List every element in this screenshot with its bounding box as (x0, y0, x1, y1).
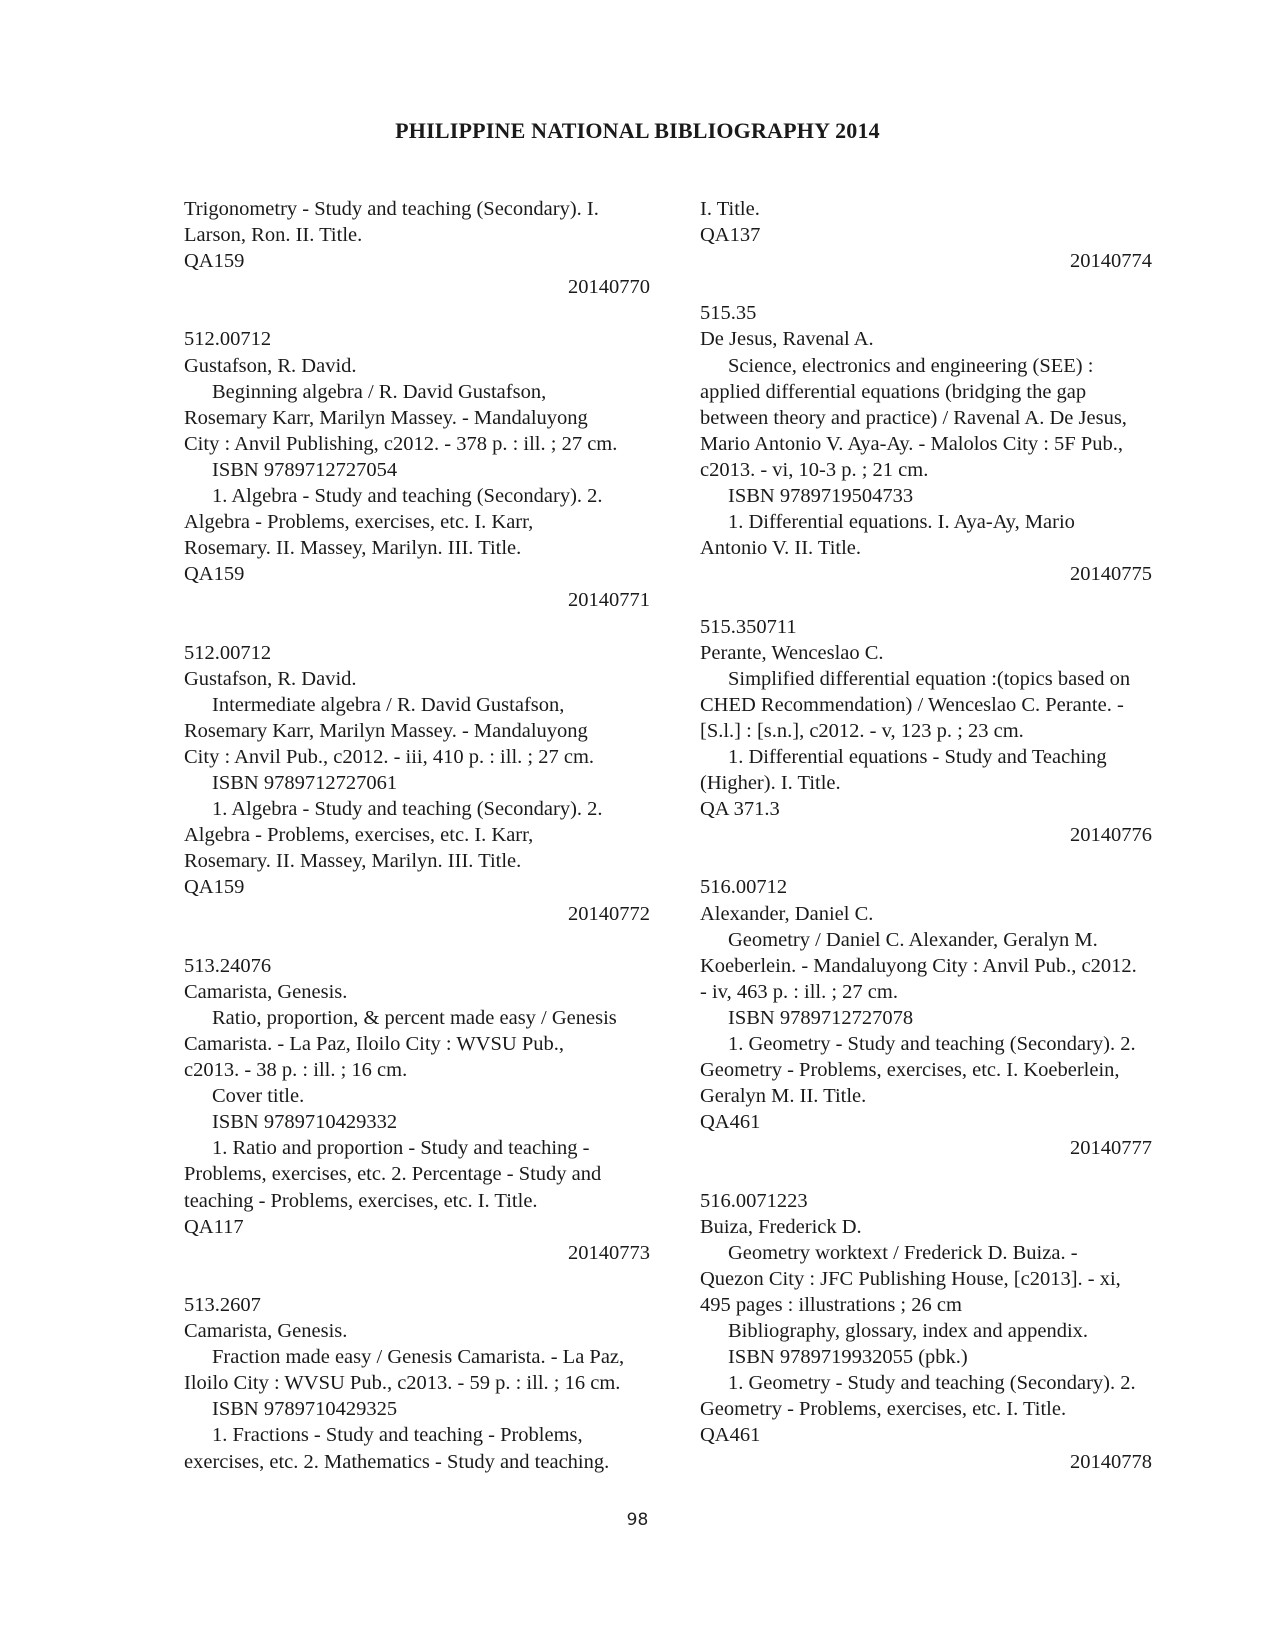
entry-line: Rosemary Karr, Marilyn Massey. - Mandaluyong (184, 719, 588, 742)
entry-line: Antonio V. II. Title. (700, 537, 862, 560)
entry-line-indented: 1. Differential equations. I. Aya-Ay, Mario (728, 511, 1075, 534)
entry-line: 516.0071223 (700, 1189, 808, 1212)
entry-line: QA461 (700, 1111, 761, 1134)
accession-number: 20140773 (568, 1241, 650, 1264)
entry-line: 513.24076 (184, 954, 272, 977)
left-column (184, 196, 652, 1475)
spacer (184, 300, 652, 326)
entry-line: Geralyn M. II. Title. (700, 1085, 867, 1108)
entry-line: Problems, exercises, etc. 2. Percentage - Study and (184, 1163, 602, 1186)
entry-line-indented: 1. Ratio and proportion - Study and teaching - (212, 1137, 590, 1160)
spacer (184, 614, 652, 640)
entry-line-indented: ISBN 9789719932055 (pbk.) (728, 1346, 968, 1369)
accession-number: 20140770 (568, 276, 650, 299)
entry-line: City : Anvil Pub., c2012. - iii, 410 p. : ill. ; 27 cm. (184, 745, 595, 768)
entry-line-indented: 1. Geometry - Study and teaching (Secondary). 2. (728, 1372, 1136, 1395)
entry-line-indented: ISBN 9789719504733 (728, 485, 914, 508)
accession-number: 20140774 (1070, 250, 1152, 273)
entry-line: City : Anvil Publishing, c2012. - 378 p. : ill. ; 27 cm. (184, 432, 618, 455)
entry-line: 495 pages : illustrations ; 26 cm (700, 1293, 962, 1316)
entry-line-indented: 1. Differential equations - Study and Teaching (728, 745, 1107, 768)
entry-line: Quezon City : JFC Publishing House, [c2013]. - xi, (700, 1267, 1121, 1290)
entry-line: QA159 (184, 250, 245, 273)
entry-line-indented: Ratio, proportion, & percent made easy / Genesis (212, 1006, 617, 1029)
entry-line-indented: 1. Algebra - Study and teaching (Secondary). 2. (212, 798, 603, 821)
spacer (700, 848, 1170, 874)
entry-line: Buiza, Frederick D. (700, 1215, 862, 1238)
entry-line: CHED Recommendation) / Wenceslao C. Perante. - (700, 693, 1124, 716)
entry-line: Rosemary Karr, Marilyn Massey. - Mandaluyong (184, 406, 588, 429)
entry-line: De Jesus, Ravenal A. (700, 328, 874, 351)
entry-line: Camarista, Genesis. (184, 1320, 348, 1343)
entry-line: 515.35 (700, 302, 757, 325)
accession-number: 20140778 (1070, 1450, 1152, 1473)
entry-line: Gustafson, R. David. (184, 354, 357, 377)
entry-line: 512.00712 (184, 328, 272, 351)
entry-line: QA117 (184, 1215, 244, 1238)
entry-line-indented: ISBN 9789712727061 (212, 772, 398, 795)
entry-line: 512.00712 (184, 641, 272, 664)
entry-line: QA159 (184, 876, 245, 899)
entry-line-indented: Beginning algebra / R. David Gustafson, (212, 380, 547, 403)
entry-line-indented: Geometry / Daniel C. Alexander, Geralyn M. (728, 928, 1098, 951)
spacer (700, 1161, 1170, 1187)
entry-line: 513.2607 (184, 1293, 261, 1316)
entry-line: Algebra - Problems, exercises, etc. I. Karr, (184, 824, 534, 847)
entry-line: Larson, Ron. II. Title. (184, 224, 363, 247)
entry-line-indented: ISBN 9789710429332 (212, 1111, 398, 1134)
entry-line: exercises, etc. 2. Mathematics - Study and teaching. (184, 1450, 610, 1473)
entry-line: Koeberlein. - Mandaluyong City : Anvil Pub., c2012. (700, 954, 1137, 977)
entry-line: between theory and practice) / Ravenal A. De Jesus, (700, 406, 1127, 429)
entry-line: Perante, Wenceslao C. (700, 641, 884, 664)
page-number: 98 (626, 1510, 649, 1530)
spacer (184, 927, 652, 953)
entry-line-indented: Geometry worktext / Frederick D. Buiza. - (728, 1241, 1078, 1264)
entry-line-indented: Bibliography, glossary, index and appendix. (728, 1320, 1089, 1343)
entry-line: Gustafson, R. David. (184, 667, 357, 690)
accession-number: 20140775 (1070, 563, 1152, 586)
entry-line: Rosemary. II. Massey, Marilyn. III. Title. (184, 850, 522, 873)
entry-line: QA461 (700, 1424, 761, 1447)
entry-line: c2013. - 38 p. : ill. ; 16 cm. (184, 1059, 408, 1082)
entry-line: applied differential equations (bridging the gap (700, 380, 1087, 403)
entry-line-indented: 1. Fractions - Study and teaching - Problems, (212, 1424, 583, 1447)
entry-line: QA137 (700, 224, 761, 247)
entry-line: Trigonometry - Study and teaching (Secondary). I. (184, 198, 599, 220)
entry-line: Rosemary. II. Massey, Marilyn. III. Title. (184, 537, 522, 560)
accession-number: 20140776 (1070, 824, 1152, 847)
entry-line-indented: ISBN 9789712727054 (212, 458, 398, 481)
entry-line: Camarista. - La Paz, Iloilo City : WVSU Pub., (184, 1033, 564, 1055)
spacer (184, 1266, 652, 1292)
entry-line-indented: Intermediate algebra / R. David Gustafson, (212, 693, 565, 716)
page-title: PHILIPPINE NATIONAL BIBLIOGRAPHY 2014 (395, 118, 880, 143)
entry-line-indented: ISBN 9789710429325 (212, 1398, 398, 1421)
entry-line: Geometry - Problems, exercises, etc. I. Koeberlein, (700, 1059, 1120, 1082)
right-column (700, 196, 1170, 1475)
entry-line-indented: Fraction made easy / Genesis Camarista. - La Paz, (212, 1346, 625, 1369)
entry-line-indented: Cover title. (212, 1085, 305, 1108)
spacer (700, 274, 1170, 300)
accession-number: 20140772 (568, 902, 650, 925)
accession-number: 20140771 (568, 589, 650, 612)
entry-line: QA159 (184, 563, 245, 586)
entry-line-indented: Science, electronics and engineering (SEE) : (728, 354, 1094, 377)
entry-line: c2013. - vi, 10-3 p. ; 21 cm. (700, 458, 929, 481)
entry-line-indented: Simplified differential equation :(topics based on (728, 667, 1131, 690)
entry-line: Iloilo City : WVSU Pub., c2013. - 59 p. : ill. ; 16 cm. (184, 1372, 621, 1395)
entry-line-indented: ISBN 9789712727078 (728, 1006, 914, 1029)
entry-line: [S.l.] : [s.n.], c2012. - v, 123 p. ; 23 cm. (700, 719, 1024, 742)
entry-line: Geometry - Problems, exercises, etc. I. Title. (700, 1398, 1067, 1421)
entry-line-indented: 1. Geometry - Study and teaching (Secondary). 2. (728, 1033, 1136, 1055)
entry-line-indented: 1. Algebra - Study and teaching (Secondary). 2. (212, 485, 603, 508)
accession-number: 20140777 (1070, 1137, 1152, 1160)
entry-line: Alexander, Daniel C. (700, 902, 874, 925)
entry-line: teaching - Problems, exercises, etc. I. Title. (184, 1189, 538, 1212)
entry-line: Camarista, Genesis. (184, 980, 348, 1003)
entry-line: I. Title. (700, 198, 760, 220)
entry-line: 516.00712 (700, 876, 788, 899)
spacer (700, 587, 1170, 613)
entry-line: (Higher). I. Title. (700, 772, 841, 795)
entry-line: Mario Antonio V. Aya-Ay. - Malolos City : 5F Pub., (700, 432, 1123, 455)
entry-line: QA 371.3 (700, 798, 780, 821)
entry-line: Algebra - Problems, exercises, etc. I. Karr, (184, 511, 534, 534)
entry-line: - iv, 463 p. : ill. ; 27 cm. (700, 980, 898, 1003)
entry-line: 515.350711 (700, 615, 797, 638)
